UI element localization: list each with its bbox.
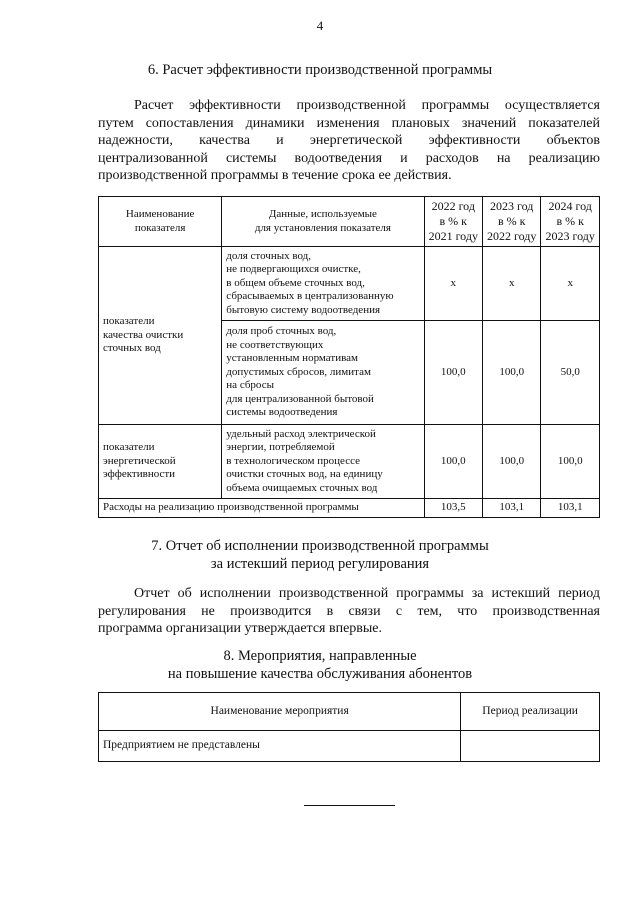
paragraph-line: путем сопоставления динамики изменения плановых значений показателей <box>98 115 600 131</box>
row-value-2022: х <box>424 247 482 321</box>
row-value-2023: 100,0 <box>483 321 541 425</box>
section-8-title-line-2: на повышение качества обслуживания абонентов <box>167 666 473 682</box>
paragraph-line: регулирования не производится в связи с тем, что производственная <box>98 603 600 619</box>
total-value-2024: 103,1 <box>541 499 600 518</box>
row-value-2023: х <box>483 247 541 321</box>
paragraph-line: программа организации утверждается впервые. <box>98 621 383 637</box>
paragraph-line: производственной программы в течение срока ее действия. <box>98 168 452 184</box>
section-8-title-line-1: 8. Мероприятия, направленные <box>223 648 417 664</box>
row-value-2022: 100,0 <box>424 321 482 425</box>
section-7-title-line-1: 7. Отчет об исполнении производственной программы <box>151 538 489 554</box>
table-row <box>99 425 600 499</box>
row-source-data: доля сточных вод, не подвергающихся очистке, в общем объеме сточных вод, сбрасываемых в централизованную бытовую систему водоотведения <box>222 247 424 321</box>
table-row <box>99 731 600 762</box>
row-source-data: удельный расход электрической энергии, потребляемой в технологическом процессе очистки сточных вод, на единицу объема очищаемых сточных вод <box>222 425 424 499</box>
section-6-title: 6. Расчет эффективности производственной программы <box>147 62 493 78</box>
header-implementation-period: Период реализации <box>461 693 600 731</box>
row-value-2022: 100,0 <box>424 425 482 499</box>
row-source-data: доля проб сточных вод, не соответствующих установленным нормативам допустимых сбросов, лимитам на сбросы для централизованной бытовой системы водоотведения <box>222 321 424 425</box>
measures-table <box>98 692 600 762</box>
header-2024: 2024 год в % к 2023 году <box>541 197 600 247</box>
total-value-2022: 103,5 <box>424 499 482 518</box>
period-cell <box>461 731 600 762</box>
section-6-paragraph <box>98 97 600 185</box>
page-number: 4 <box>316 18 324 33</box>
row-value-2023: 100,0 <box>483 425 541 499</box>
efficiency-table <box>98 196 600 518</box>
row-value-2024: х <box>541 247 600 321</box>
section-7-paragraph <box>98 585 600 638</box>
section-7-title-line-2: за истекший период регулирования <box>210 556 430 572</box>
header-indicator-name: Наименование показателя <box>99 197 222 247</box>
paragraph-line: Отчет об исполнении производственной программы за истекший период <box>134 586 600 601</box>
table-header-row <box>99 693 600 731</box>
table-row <box>99 247 600 321</box>
paragraph-line: Расчет эффективности производственной программы осуществляется <box>134 98 600 113</box>
table-header-row <box>99 197 600 247</box>
header-2023: 2023 год в % к 2022 году <box>483 197 541 247</box>
measure-cell: Предприятием не представлены <box>99 731 461 762</box>
total-row <box>99 499 600 518</box>
paragraph-line: централизованной системы водоотведения и расходов на реализацию <box>98 150 600 166</box>
header-2022: 2022 год в % к 2021 году <box>424 197 482 247</box>
total-label: Расходы на реализацию производственной программы <box>99 499 425 518</box>
header-measure-name: Наименование мероприятия <box>99 693 461 731</box>
header-source-data: Данные, используемые для установления показателя <box>222 197 424 247</box>
signature-line <box>304 805 395 806</box>
row-value-2024: 100,0 <box>541 425 600 499</box>
total-value-2023: 103,1 <box>483 499 541 518</box>
row-value-2024: 50,0 <box>541 321 600 425</box>
group-quality-name: показатели качества очистки сточных вод <box>99 247 222 425</box>
group-energy-name: показатели энергетической эффективности <box>99 425 222 499</box>
paragraph-line: надежности, качества и энергетической эффективности объектов <box>98 133 600 149</box>
